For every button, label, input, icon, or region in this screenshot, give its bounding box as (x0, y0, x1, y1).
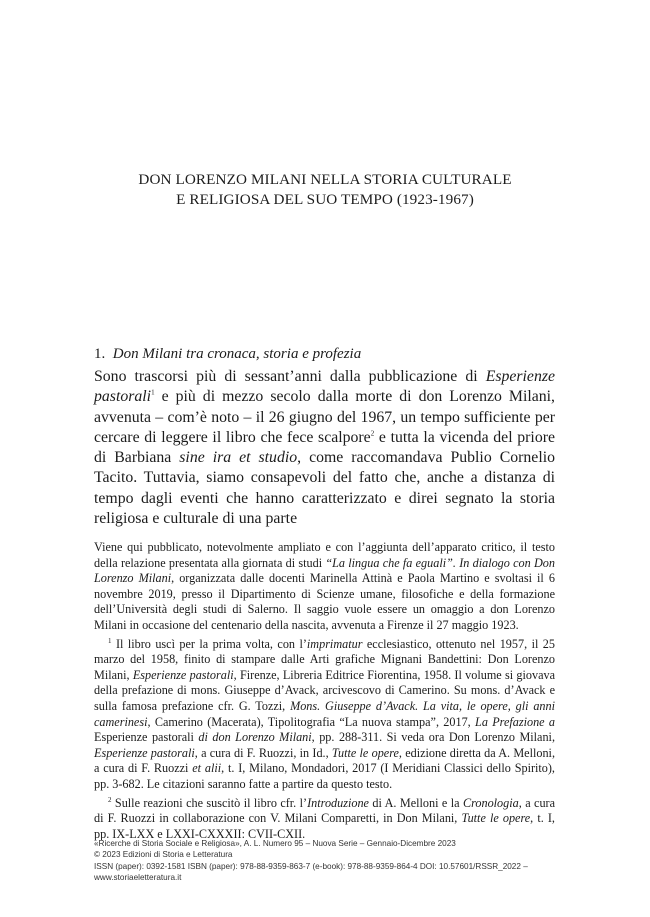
body-text: Sono trascorsi più di sessant’anni dalla pubblicazione di (94, 368, 486, 385)
body-text-italic: sine ira et studio (179, 449, 298, 467)
imprint-journal-line: «Ricerche di Storia Sociale e Religiosa», A. L. Numero 95 – Nuova Serie – Gennaio-Dicembre 2023 (94, 839, 456, 848)
footnote-1: $^1$ Il libro uscì per la prima volta, con l’imprimatur ecclesiastico, ottenuto nel 1957, il 25 marzo del 1958, finito di stampare dalle Arti grafiche Mignani Bandettini: Don Lorenzo Milani, Esperienze pastorali, Firenze, Libreria Editrice Fiorentina, 1958. Il volume si giovava della prefazione di mons. Giuseppe d’Avack, arcivescovo di Camerino. Su mons. d’Avack e sulla famosa prefazione cfr. G. Tozzi, Mons. Giuseppe d’Avack. La vita, le opere, gli anni camerinesi, Camerino (Macerata), Tipolitografia “La nuova stampa”, 2017, La Prefazione a Esperienze pastorali di don Lorenzo Milani, pp. 288-311. Si veda ora Don Lorenzo Milani, Esperienze pastorali, a cura di F. Ruozzi, in Id., Tutte le opere, edizione diretta da A. Melloni, a cura di F. Ruozzi et alii, t. I, Milano, Mondadori, 2017 (I Meridiani Classici dello Spirito), pp. 3-682. Le citazioni saranno fatte a partire da questo testo. (94, 636, 556, 791)
body-text-italic: Esperienze pastorali (94, 368, 555, 406)
body-text: e più di mezzo secolo dalla morte di don Lorenzo Milani, avvenuta – com’è noto – il 26 giugno del 1967, un tempo sufficiente per cercare di leggere il libro che fece scalpore (94, 388, 555, 446)
imprint-copyright-line: © 2023 Edizioni di Storia e Letteratura (94, 850, 233, 860)
imprint-website-link[interactable]: www.storiaeletteratura.it (94, 873, 182, 883)
footnotes (94, 540, 555, 842)
footnote-ref-1[interactable]: 1 (151, 389, 155, 398)
footnote-2-number: 2 (108, 795, 112, 804)
section-title: Don Milani tra cronaca, storia e profezia (112, 346, 362, 362)
footnote-2: $^2$ Sulle reazioni che suscitò il libro cfr. l’Introduzione di A. Melloni e la Cronologia, a cura di F. Ruozzi in collaborazione con V. Milani Comparetti, in Don Milani, Tutte le opere, t. I, pp. IX-LXX e LXXI-CXXXII: CVII-CXII. (94, 795, 556, 841)
body-text: e tutta la vicenda del priore di Barbiana (94, 428, 555, 467)
intro-note: Viene qui pubblicato, notevolmente ampliato e con l’aggiunta dell’apparato critico, il testo della relazione presentata alla giornata di studi “La lingua che fa eguali”. In dialogo con Don Lorenzo Milani, organizzata dalle docenti Marinella Attinà e Paola Martino e svoltasi il 6 novembre 2019, presso il Dipartimento di Scienze umane, filosofiche e della formazione dell’Università degli studi di Salerno. Il saggio vuole essere un omaggio a don Lorenzo Milani in occasione del centenario della nascita, avvenuta a Firenze il 27 maggio 1923. (94, 540, 555, 632)
footnote-ref-2[interactable]: 2 (370, 429, 375, 438)
imprint-issn-line: ISSN (paper): 0392-1581 ISBN (paper): 978-88-9359-863-7 (e-book): 978-88-9359-864-4 DOI: 10.57601/RSSR_2022 – (94, 861, 528, 871)
publication-imprint (94, 838, 564, 884)
body-paragraph (94, 367, 555, 529)
article-title-line-1: DON LORENZO MILANI NELLA STORIA CULTURALE (138, 171, 512, 188)
footnote-1-number: 1 (108, 636, 112, 645)
section-number: 1. (94, 346, 106, 362)
body-text: , come raccomandava Publio Cornelio Tacito. Tuttavia, siamo consapevoli del fatto che, anche a distanza di tempo dagli eventi che hanno caratterizzato e direi segnato la storia religiosa e culturale di una parte (94, 449, 555, 528)
article-title (0, 170, 650, 210)
article-title-line-2: E RELIGIOSA DEL SUO TEMPO (1923-1967) (176, 191, 474, 208)
section-heading (94, 345, 361, 363)
